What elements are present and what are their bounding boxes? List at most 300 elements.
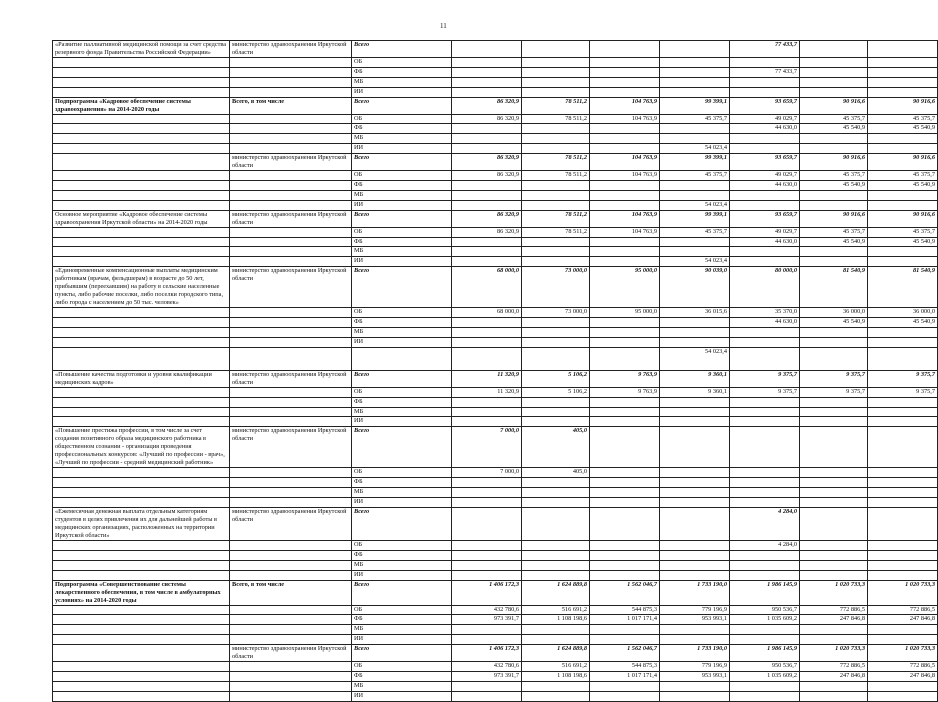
table-row <box>53 387 938 397</box>
table-row <box>53 181 938 191</box>
responsible-cell <box>230 171 352 181</box>
value-cell <box>452 691 522 701</box>
measure-name-cell <box>53 134 230 144</box>
value-cell: 68 000,0 <box>452 267 522 308</box>
value-cell: 247 846,8 <box>800 615 868 625</box>
source-cell: МБ <box>352 560 452 570</box>
value-cell: 104 763,9 <box>590 97 660 114</box>
value-cell <box>660 134 730 144</box>
source-cell: ОБ <box>352 171 452 181</box>
source-cell: МБ <box>352 407 452 417</box>
source-cell: МБ <box>352 681 452 691</box>
value-cell <box>452 41 522 58</box>
value-cell <box>800 507 868 540</box>
source-cell: ИИ <box>352 144 452 154</box>
value-cell: 45 540,9 <box>800 124 868 134</box>
value-cell <box>590 41 660 58</box>
value-cell <box>452 540 522 550</box>
value-cell: 78 511,2 <box>522 171 590 181</box>
source-cell: Всего <box>352 370 452 387</box>
measure-name-cell: «Развитие паллиативной медицинской помощи за счет средства резервного фонда Правительства Российской Федерации» <box>53 41 230 58</box>
value-cell <box>590 560 660 570</box>
value-cell: 7 000,0 <box>452 468 522 478</box>
responsible-cell <box>230 114 352 124</box>
table-row <box>53 347 938 370</box>
source-cell: Всего <box>352 507 452 540</box>
measure-name-cell <box>53 247 230 257</box>
value-cell <box>522 247 590 257</box>
measure-name-cell <box>53 635 230 645</box>
value-cell <box>660 41 730 58</box>
table-row <box>53 560 938 570</box>
value-cell <box>452 318 522 328</box>
responsible-cell <box>230 144 352 154</box>
value-cell <box>590 478 660 488</box>
value-cell: 5 106,2 <box>522 370 590 387</box>
responsible-cell: министерство здравоохранения Иркутской области <box>230 370 352 387</box>
value-cell <box>522 58 590 68</box>
source-cell: МБ <box>352 190 452 200</box>
value-cell <box>730 134 800 144</box>
value-cell <box>800 478 868 488</box>
value-cell <box>522 190 590 200</box>
value-cell: 45 540,9 <box>800 181 868 191</box>
value-cell <box>590 488 660 498</box>
value-cell <box>522 625 590 635</box>
table-row <box>53 488 938 498</box>
value-cell <box>590 347 660 370</box>
source-cell <box>352 347 452 370</box>
value-cell <box>522 237 590 247</box>
value-cell: 45 540,9 <box>800 318 868 328</box>
value-cell <box>800 427 868 468</box>
measure-name-cell <box>53 257 230 267</box>
value-cell <box>868 417 938 427</box>
table-row <box>53 114 938 124</box>
value-cell <box>868 427 938 468</box>
value-cell <box>868 337 938 347</box>
table-row <box>53 318 938 328</box>
source-cell: ИИ <box>352 417 452 427</box>
value-cell <box>522 337 590 347</box>
source-cell: Всего <box>352 580 452 605</box>
table-row <box>53 328 938 338</box>
source-cell: МБ <box>352 134 452 144</box>
value-cell <box>590 570 660 580</box>
value-cell: 90 039,0 <box>660 267 730 308</box>
value-cell <box>522 257 590 267</box>
measure-name-cell <box>53 397 230 407</box>
value-cell <box>452 257 522 267</box>
table-row <box>53 417 938 427</box>
value-cell <box>452 417 522 427</box>
value-cell <box>660 550 730 560</box>
source-cell: ФБ <box>352 550 452 560</box>
value-cell <box>800 77 868 87</box>
responsible-cell <box>230 635 352 645</box>
value-cell <box>452 247 522 257</box>
value-cell: 950 536,7 <box>730 662 800 672</box>
value-cell <box>452 498 522 508</box>
value-cell: 432 780,6 <box>452 605 522 615</box>
table-row <box>53 605 938 615</box>
value-cell <box>730 200 800 210</box>
table-row <box>53 370 938 387</box>
responsible-cell <box>230 662 352 672</box>
value-cell: 36 000,0 <box>868 308 938 318</box>
value-cell <box>730 247 800 257</box>
measure-name-cell <box>53 227 230 237</box>
value-cell <box>452 58 522 68</box>
value-cell <box>868 540 938 550</box>
value-cell <box>452 478 522 488</box>
value-cell <box>730 468 800 478</box>
value-cell: 432 780,6 <box>452 662 522 672</box>
value-cell: 1 035 609,2 <box>730 615 800 625</box>
value-cell <box>522 144 590 154</box>
value-cell <box>452 237 522 247</box>
value-cell <box>522 488 590 498</box>
responsible-cell <box>230 77 352 87</box>
value-cell <box>452 181 522 191</box>
responsible-cell <box>230 671 352 681</box>
responsible-cell <box>230 337 352 347</box>
value-cell <box>868 87 938 97</box>
value-cell <box>590 468 660 478</box>
responsible-cell <box>230 67 352 77</box>
value-cell <box>660 691 730 701</box>
value-cell: 11 320,9 <box>452 370 522 387</box>
value-cell: 9 375,7 <box>730 370 800 387</box>
value-cell <box>730 407 800 417</box>
value-cell <box>800 347 868 370</box>
responsible-cell <box>230 615 352 625</box>
value-cell: 36 000,0 <box>800 308 868 318</box>
value-cell <box>800 625 868 635</box>
source-cell: ФБ <box>352 318 452 328</box>
value-cell: 90 916,6 <box>800 210 868 227</box>
value-cell: 104 763,9 <box>590 154 660 171</box>
value-cell <box>800 257 868 267</box>
measure-name-cell <box>53 87 230 97</box>
value-cell <box>590 691 660 701</box>
source-cell: ИИ <box>352 635 452 645</box>
value-cell <box>868 488 938 498</box>
responsible-cell <box>230 58 352 68</box>
value-cell <box>590 550 660 560</box>
value-cell: 9 763,9 <box>590 387 660 397</box>
responsible-cell: министерство здравоохранения Иркутской области <box>230 427 352 468</box>
responsible-cell: министерство здравоохранения Иркутской области <box>230 41 352 58</box>
value-cell: 44 630,0 <box>730 318 800 328</box>
value-cell <box>590 318 660 328</box>
value-cell <box>868 550 938 560</box>
value-cell <box>800 407 868 417</box>
measure-name-cell <box>53 417 230 427</box>
value-cell <box>660 397 730 407</box>
responsible-cell: министерство здравоохранения Иркутской области <box>230 154 352 171</box>
value-cell <box>868 144 938 154</box>
measure-name-cell: Подпрограмма «Совершенствование системы лекарственного обеспечения, в том числе в амбулаторных условиях» на 2014-2020 годы <box>53 580 230 605</box>
measure-name-cell <box>53 77 230 87</box>
value-cell <box>800 397 868 407</box>
responsible-cell <box>230 247 352 257</box>
responsible-cell <box>230 124 352 134</box>
table-row <box>53 134 938 144</box>
value-cell: 45 540,9 <box>868 124 938 134</box>
source-cell: МБ <box>352 77 452 87</box>
value-cell <box>660 507 730 540</box>
value-cell <box>590 540 660 550</box>
value-cell: 1 986 145,9 <box>730 580 800 605</box>
table-row <box>53 237 938 247</box>
table-row <box>53 671 938 681</box>
value-cell: 1 406 172,3 <box>452 580 522 605</box>
measure-name-cell <box>53 645 230 662</box>
responsible-cell <box>230 691 352 701</box>
value-cell <box>590 134 660 144</box>
value-cell: 516 691,2 <box>522 662 590 672</box>
value-cell: 973 391,7 <box>452 671 522 681</box>
table-row <box>53 468 938 478</box>
value-cell <box>868 570 938 580</box>
responsible-cell <box>230 190 352 200</box>
source-cell: ФБ <box>352 397 452 407</box>
value-cell: 104 763,9 <box>590 114 660 124</box>
value-cell <box>800 550 868 560</box>
responsible-cell <box>230 407 352 417</box>
value-cell <box>800 570 868 580</box>
value-cell: 49 029,7 <box>730 171 800 181</box>
value-cell <box>730 144 800 154</box>
value-cell <box>868 134 938 144</box>
table-row <box>53 662 938 672</box>
value-cell: 73 000,0 <box>522 267 590 308</box>
value-cell: 45 540,9 <box>800 237 868 247</box>
value-cell <box>800 58 868 68</box>
value-cell <box>590 337 660 347</box>
table-row <box>53 190 938 200</box>
value-cell <box>590 681 660 691</box>
responsible-cell <box>230 227 352 237</box>
value-cell <box>730 681 800 691</box>
responsible-cell <box>230 87 352 97</box>
responsible-cell <box>230 478 352 488</box>
value-cell <box>522 397 590 407</box>
measure-name-cell <box>53 498 230 508</box>
source-cell: Всего <box>352 154 452 171</box>
source-cell: ОБ <box>352 387 452 397</box>
value-cell <box>660 124 730 134</box>
value-cell <box>452 190 522 200</box>
table-row <box>53 427 938 468</box>
value-cell <box>452 681 522 691</box>
value-cell: 90 916,6 <box>868 154 938 171</box>
value-cell: 1 017 171,4 <box>590 671 660 681</box>
value-cell <box>522 681 590 691</box>
value-cell <box>800 540 868 550</box>
value-cell <box>800 635 868 645</box>
value-cell: 68 000,0 <box>452 308 522 318</box>
measure-name-cell <box>53 625 230 635</box>
value-cell: 772 886,5 <box>868 662 938 672</box>
responsible-cell <box>230 134 352 144</box>
value-cell: 45 375,7 <box>660 227 730 237</box>
table-row <box>53 58 938 68</box>
measure-name-cell <box>53 124 230 134</box>
value-cell <box>522 560 590 570</box>
value-cell <box>660 488 730 498</box>
value-cell <box>452 67 522 77</box>
value-cell <box>868 67 938 77</box>
value-cell: 1 020 733,3 <box>800 645 868 662</box>
source-cell: Всего <box>352 210 452 227</box>
table-row <box>53 635 938 645</box>
measure-name-cell: «Ежемесячная денежная выплата отдельным категориям студентов в целях привлечения их для дальнейшей работы в медицинских организациях, расположенных на территории Иркутской области» <box>53 507 230 540</box>
page-number: 11 <box>440 22 447 30</box>
value-cell: 78 511,2 <box>522 114 590 124</box>
value-cell: 45 540,9 <box>868 318 938 328</box>
table-row <box>53 625 938 635</box>
value-cell: 953 993,1 <box>660 615 730 625</box>
value-cell <box>660 635 730 645</box>
table-row <box>53 498 938 508</box>
value-cell <box>730 328 800 338</box>
table-row <box>53 97 938 114</box>
value-cell: 1 406 172,3 <box>452 645 522 662</box>
responsible-cell <box>230 570 352 580</box>
value-cell <box>868 625 938 635</box>
value-cell <box>522 124 590 134</box>
responsible-cell: Всего, в том числе <box>230 97 352 114</box>
value-cell: 86 320,9 <box>452 210 522 227</box>
source-cell: ОБ <box>352 227 452 237</box>
source-cell: ИИ <box>352 498 452 508</box>
value-cell <box>868 407 938 417</box>
measure-name-cell <box>53 691 230 701</box>
responsible-cell <box>230 347 352 370</box>
value-cell: 90 916,6 <box>868 210 938 227</box>
value-cell <box>730 257 800 267</box>
value-cell <box>660 427 730 468</box>
value-cell: 1 020 733,3 <box>800 580 868 605</box>
value-cell: 9 375,7 <box>800 387 868 397</box>
value-cell: 86 320,9 <box>452 154 522 171</box>
table-row <box>53 570 938 580</box>
value-cell <box>590 124 660 134</box>
table-row <box>53 407 938 417</box>
responsible-cell <box>230 387 352 397</box>
source-cell: ФБ <box>352 478 452 488</box>
measure-name-cell <box>53 200 230 210</box>
measure-name-cell <box>53 681 230 691</box>
value-cell: 953 993,1 <box>660 671 730 681</box>
value-cell <box>452 570 522 580</box>
table-row <box>53 681 938 691</box>
value-cell <box>730 397 800 407</box>
value-cell <box>660 190 730 200</box>
value-cell: 45 375,7 <box>800 227 868 237</box>
value-cell: 1 624 889,8 <box>522 645 590 662</box>
value-cell <box>660 468 730 478</box>
value-cell: 779 196,9 <box>660 605 730 615</box>
value-cell: 86 320,9 <box>452 227 522 237</box>
source-cell: ФБ <box>352 124 452 134</box>
value-cell <box>660 570 730 580</box>
value-cell: 544 875,3 <box>590 605 660 615</box>
value-cell <box>730 58 800 68</box>
measure-name-cell <box>53 387 230 397</box>
value-cell <box>590 200 660 210</box>
measure-name-cell: «Единовременные компенсационные выплаты медицинским работникам (врачам, фельдшерам) в возрасте до 50 лет, прибывшим (переехавшим) на работу в сельские населенные пункты, либо рабочие поселки, либо поселки городского типа, либо города с населением до 50 тыс. человек» <box>53 267 230 308</box>
value-cell <box>800 337 868 347</box>
responsible-cell <box>230 257 352 267</box>
value-cell: 54 023,4 <box>660 257 730 267</box>
value-cell <box>452 488 522 498</box>
value-cell <box>868 200 938 210</box>
value-cell <box>452 87 522 97</box>
value-cell <box>522 550 590 560</box>
value-cell <box>590 417 660 427</box>
value-cell: 45 375,7 <box>660 114 730 124</box>
responsible-cell: министерство здравоохранения Иркутской области <box>230 267 352 308</box>
value-cell <box>660 681 730 691</box>
table-row <box>53 267 938 308</box>
value-cell <box>800 498 868 508</box>
value-cell: 405,0 <box>522 427 590 468</box>
table-row <box>53 124 938 134</box>
value-cell: 11 320,9 <box>452 387 522 397</box>
table-body <box>53 41 938 702</box>
responsible-cell <box>230 397 352 407</box>
value-cell <box>522 478 590 488</box>
value-cell <box>452 407 522 417</box>
value-cell <box>590 498 660 508</box>
table-row <box>53 615 938 625</box>
value-cell: 45 375,7 <box>868 171 938 181</box>
value-cell <box>730 337 800 347</box>
value-cell: 86 320,9 <box>452 97 522 114</box>
value-cell: 772 886,5 <box>868 605 938 615</box>
value-cell: 45 540,9 <box>868 181 938 191</box>
value-cell: 104 763,9 <box>590 227 660 237</box>
value-cell <box>522 67 590 77</box>
value-cell <box>730 87 800 97</box>
value-cell: 516 691,2 <box>522 605 590 615</box>
value-cell: 95 000,0 <box>590 308 660 318</box>
value-cell: 45 375,7 <box>660 171 730 181</box>
value-cell <box>660 540 730 550</box>
responsible-cell <box>230 200 352 210</box>
value-cell <box>868 560 938 570</box>
value-cell: 90 916,6 <box>868 97 938 114</box>
value-cell: 78 511,2 <box>522 97 590 114</box>
value-cell <box>730 347 800 370</box>
value-cell <box>522 87 590 97</box>
value-cell <box>522 635 590 645</box>
value-cell <box>800 134 868 144</box>
value-cell <box>452 134 522 144</box>
value-cell: 1 733 190,0 <box>660 645 730 662</box>
measure-name-cell <box>53 67 230 77</box>
value-cell <box>522 570 590 580</box>
measure-name-cell <box>53 318 230 328</box>
value-cell: 44 630,0 <box>730 237 800 247</box>
value-cell <box>452 397 522 407</box>
source-cell: ИИ <box>352 87 452 97</box>
value-cell <box>522 347 590 370</box>
value-cell: 73 000,0 <box>522 308 590 318</box>
